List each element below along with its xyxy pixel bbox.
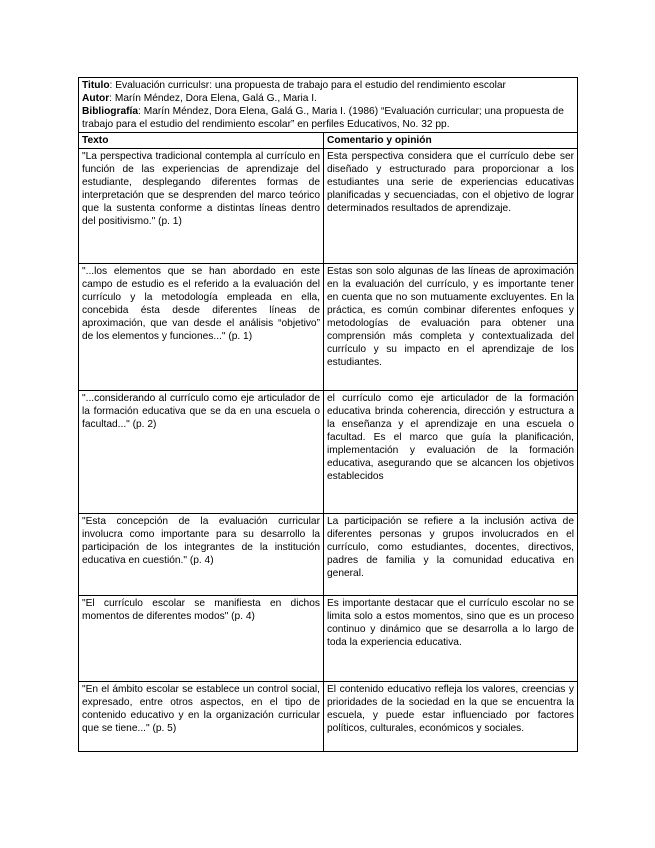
table-row <box>79 391 578 514</box>
table-row <box>79 264 578 391</box>
header-row <box>79 78 578 133</box>
bibliography-line <box>82 105 574 131</box>
comment-cell: Esta perspectiva considera que el currículo debe ser diseñado y estructurado para proporcionar a los estudiantes una serie de experiencias educativas planificadas y secuenciadas, con el objetivo de lograr determinados resultados de aprendizaje. <box>324 149 578 264</box>
table-row <box>79 149 578 264</box>
column-header-row <box>79 133 578 149</box>
comment-cell: La participación se refiere a la inclusión activa de diferentes personas y grupos involucrados en el currículo, como estudiantes, docentes, directivos, padres de familia y la comunidad educativa en general. <box>324 514 578 596</box>
table-row <box>79 682 578 752</box>
title-value: : Evaluación curriculsr: una propuesta de trabajo para el estudio del rendimiento escolar <box>109 80 506 91</box>
quote-cell: "Esta concepción de la evaluación curricular involucra como importante para su desarrollo la participación de los integrantes de la institución educativa en cuestión." (p. 4) <box>79 514 324 596</box>
column-header-texto: Texto <box>79 133 324 149</box>
title-label: Titulo <box>82 80 110 91</box>
comment-cell: el currículo como eje articulador de la formación educativa brinda coherencia, dirección y estructura a la enseñanza y el aprendizaje en una escuela o facultad. Es el marco que guía la planificación, implementación y evaluación de la formación educativa, asegurando que se alcancen los objetivos establecidos <box>324 391 578 514</box>
quote-cell: "La perspectiva tradicional contempla al currículo en función de las experiencias de aprendizaje del estudiante, desplegando diferentes formas de interpretación que se desprenden del marco teórico que la sustenta conforme a distintas líneas dentro del positivismo." (p. 1) <box>79 149 324 264</box>
column-header-comentario: Comentario y opinión <box>324 133 578 149</box>
title-line <box>82 79 574 92</box>
quote-cell: "El currículo escolar se manifiesta en dichos momentos de diferentes modos" (p. 4) <box>79 596 324 682</box>
quote-cell: "...considerando al currículo como eje articulador de la formación educativa que se da en una escuela o facultad..." (p. 2) <box>79 391 324 514</box>
author-value: : Marín Méndez, Dora Elena, Galá G., Maria I. <box>109 93 317 104</box>
bibliography-value: : Marín Méndez, Dora Elena, Galá G., Maria I. (1986) “Evaluación curricular; una propuesta de trabajo para el estudio del rendimiento escolar” en perfiles Educativos, No. 32 pp. <box>82 106 564 130</box>
comment-cell: Estas son solo algunas de las líneas de aproximación en la evaluación del currículo, y es importante tener en cuenta que no son mutuamente excluyentes. En la práctica, es común combinar diferentes enfoques y metodologías de evaluación para obtener una comprensión más completa y contextualizada del currículo y su impacto en el aprendizaje de los estudiantes. <box>324 264 578 391</box>
table-row <box>79 596 578 682</box>
comment-cell: Es importante destacar que el currículo escolar no se limita solo a estos momentos, sino que es un proceso continuo y dinámico que se desarrolla a lo largo de toda la experiencia educativa. <box>324 596 578 682</box>
author-line <box>82 92 574 105</box>
document-page <box>78 77 577 752</box>
annotation-table <box>78 77 578 752</box>
comment-cell: El contenido educativo refleja los valores, creencias y prioridades de la sociedad en la que se encuentra la escuela, y puede estar influenciado por factores políticos, culturales, económicos y sociales. <box>324 682 578 752</box>
bibliography-label: Bibliografía <box>82 106 139 117</box>
quote-cell: "En el ámbito escolar se establece un control social, expresado, entre otros aspectos, en el tipo de contenido educativo y en la organización curricular que se tiene..." (p. 5) <box>79 682 324 752</box>
table-row <box>79 514 578 596</box>
quote-cell: "...los elementos que se han abordado en este campo de estudio es el referido a la evaluación del currículo y la metodología empleada en ella, concebida ésta desde diferentes líneas de aproximación, que van desde el análisis “objetivo” de los elementos y funciones..." (p. 1) <box>79 264 324 391</box>
author-label: Autor <box>82 93 110 104</box>
header-cell <box>79 78 578 133</box>
